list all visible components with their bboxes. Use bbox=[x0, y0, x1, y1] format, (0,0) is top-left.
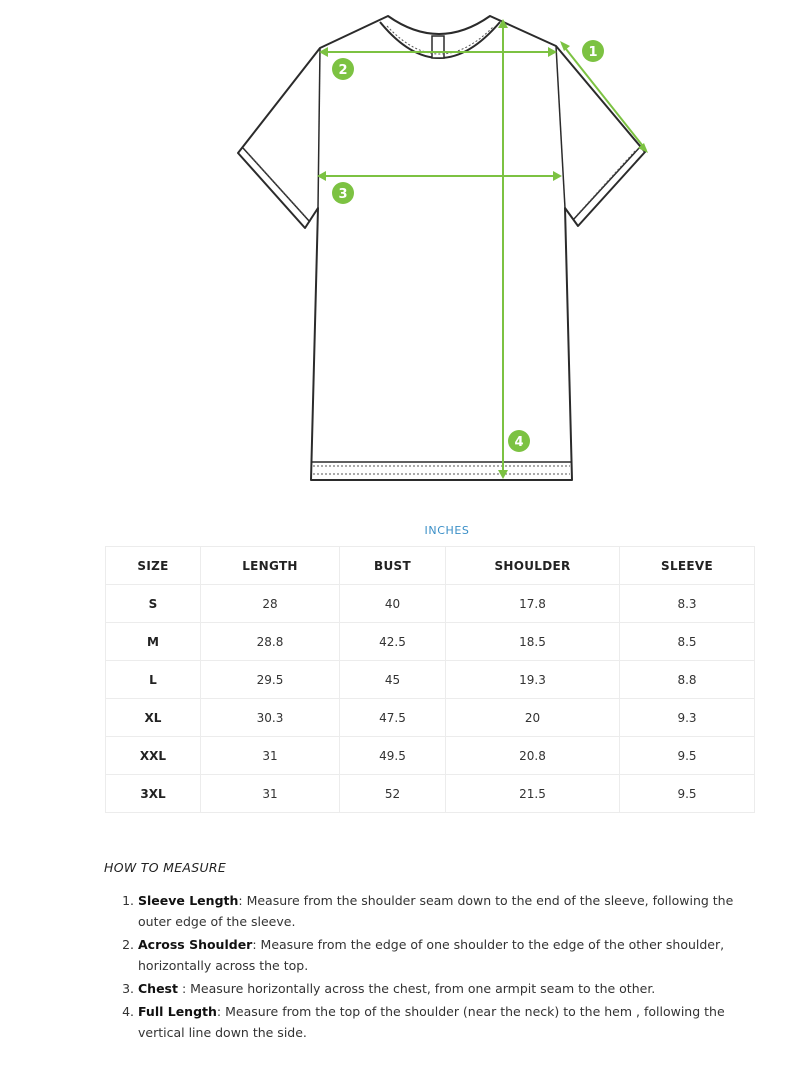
size-cell: XXL bbox=[106, 737, 201, 775]
marker-3-label: 3 bbox=[338, 187, 348, 202]
bust-cell: 49.5 bbox=[340, 737, 446, 775]
length-cell: 28 bbox=[201, 585, 340, 623]
table-row bbox=[106, 623, 755, 661]
marker-4-label: 4 bbox=[514, 435, 524, 450]
step-text: Measure horizontally across the chest, from one armpit seam to the other. bbox=[186, 981, 656, 996]
size-cell: 3XL bbox=[106, 775, 201, 813]
header-length: LENGTH bbox=[201, 547, 340, 585]
step-text: Measure from the top of the shoulder (near the neck) to the hem , following the vertical line down the side. bbox=[138, 1004, 725, 1040]
shoulder-cell: 17.8 bbox=[446, 585, 620, 623]
tshirt-outline bbox=[238, 16, 645, 480]
header-shoulder: SHOULDER bbox=[446, 547, 620, 585]
shoulder-cell: 21.5 bbox=[446, 775, 620, 813]
length-cell: 31 bbox=[201, 775, 340, 813]
marker-1 bbox=[582, 40, 604, 62]
sleeve-cell: 8.3 bbox=[620, 585, 755, 623]
list-item bbox=[138, 1001, 758, 1043]
step-separator: : bbox=[177, 981, 187, 996]
sleeve-cell: 8.5 bbox=[620, 623, 755, 661]
length-cell: 29.5 bbox=[201, 661, 340, 699]
marker-2-label: 2 bbox=[338, 63, 348, 78]
step-text: Measure from the edge of one shoulder to the edge of the other shoulder, horizontally across the top. bbox=[138, 937, 725, 973]
table-row bbox=[106, 699, 755, 737]
size-cell: M bbox=[106, 623, 201, 661]
bust-cell: 47.5 bbox=[340, 699, 446, 737]
unit-label: INCHES bbox=[424, 524, 470, 537]
table-row bbox=[106, 775, 755, 813]
size-cell: S bbox=[106, 585, 201, 623]
shoulder-cell: 18.5 bbox=[446, 623, 620, 661]
list-item bbox=[138, 890, 758, 932]
table-header-row bbox=[106, 547, 755, 585]
sleeve-cell: 9.3 bbox=[620, 699, 755, 737]
size-cell: XL bbox=[106, 699, 201, 737]
bust-cell: 45 bbox=[340, 661, 446, 699]
step-term: Chest bbox=[138, 981, 178, 996]
table-row bbox=[106, 585, 755, 623]
marker-2 bbox=[332, 58, 354, 80]
header-sleeve: SLEEVE bbox=[620, 547, 755, 585]
sleeve-cell: 9.5 bbox=[620, 737, 755, 775]
step-term: Full Length bbox=[138, 1004, 217, 1019]
shoulder-cell: 20 bbox=[446, 699, 620, 737]
tshirt-measurement-diagram bbox=[0, 0, 800, 500]
length-cell: 28.8 bbox=[201, 623, 340, 661]
size-cell: L bbox=[106, 661, 201, 699]
bust-cell: 40 bbox=[340, 585, 446, 623]
step-term: Across Shoulder bbox=[138, 937, 253, 952]
bust-cell: 52 bbox=[340, 775, 446, 813]
step-separator: : bbox=[252, 937, 257, 952]
size-chart-table bbox=[105, 546, 755, 813]
step-text: Measure from the shoulder seam down to the end of the sleeve, following the outer edge of the sleeve. bbox=[138, 893, 734, 929]
marker-3 bbox=[332, 182, 354, 204]
sleeve-cell: 9.5 bbox=[620, 775, 755, 813]
step-term: Sleeve Length bbox=[138, 893, 239, 908]
length-cell: 30.3 bbox=[201, 699, 340, 737]
list-item bbox=[138, 978, 758, 999]
table-row bbox=[106, 737, 755, 775]
step-separator: : bbox=[216, 1004, 222, 1019]
list-item bbox=[138, 934, 758, 976]
marker-4 bbox=[508, 430, 530, 452]
bust-cell: 42.5 bbox=[340, 623, 446, 661]
shoulder-cell: 19.3 bbox=[446, 661, 620, 699]
measure-steps-list bbox=[118, 890, 758, 1045]
header-size: SIZE bbox=[106, 547, 201, 585]
header-bust: BUST bbox=[340, 547, 446, 585]
table-row bbox=[106, 661, 755, 699]
how-to-measure-title: HOW TO MEASURE bbox=[104, 860, 227, 875]
shoulder-cell: 20.8 bbox=[446, 737, 620, 775]
length-cell: 31 bbox=[201, 737, 340, 775]
marker-1-label: 1 bbox=[588, 45, 598, 60]
sleeve-cell: 8.8 bbox=[620, 661, 755, 699]
step-separator: : bbox=[238, 893, 243, 908]
